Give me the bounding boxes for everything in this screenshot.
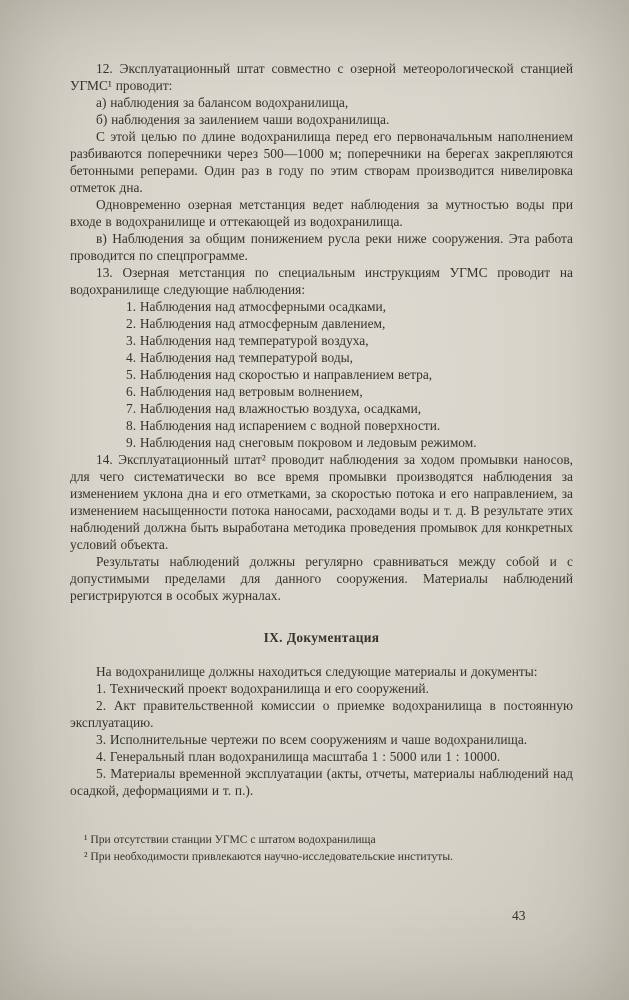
- paragraph: б) наблюдения за заилением чаши водохранилища.: [96, 112, 390, 127]
- paragraph: 1. Наблюдения над атмосферными осадками,: [126, 299, 387, 314]
- paragraph: 4. Генеральный план водохранилища масштаба 1 : 5000 или 1 : 10000.: [96, 749, 501, 764]
- paragraph: 3. Исполнительные чертежи по всем сооружениям и чаше водохранилища.: [96, 732, 528, 747]
- paragraph: 2. Акт правительственной комиссии о приемке водохранилища в постоянную эксплуатацию.: [70, 698, 573, 730]
- paragraph: а) наблюдения за балансом водохранилища,: [96, 95, 349, 110]
- footnote: ² При необходимости привлекаются научно-исследовательские институты.: [84, 850, 454, 863]
- paragraph: 13. Озерная метстанция по специальным инструкциям УГМС проводит на водохранилище следующие наблюдения:: [70, 265, 573, 297]
- paragraph: 2. Наблюдения над атмосферным давлением,: [126, 316, 386, 331]
- paragraph: 4. Наблюдения над температурой воды,: [126, 350, 353, 365]
- paragraph: Одновременно озерная метстанция ведет наблюдения за мутностью воды при входе в водохранилище и оттекающей из водохранилища.: [70, 197, 573, 229]
- paragraph: 1. Технический проект водохранилища и его сооружений.: [96, 681, 429, 696]
- document-body: [70, 60, 573, 799]
- paragraph: С этой целью по длине водохранилища перед его первоначальным наполнением разбиваются поперечники через 500—1000 м; поперечники на берегах закрепляются бетонными реперами. Один раз в году по этим створам производится нивелировка отметок дна.: [70, 129, 573, 195]
- paragraph: Результаты наблюдений должны регулярно сравниваться между собой и с допустимыми пределами для данного сооружения. Материалы наблюдений регистрируются в особых журналах.: [70, 554, 573, 603]
- paragraph: 5. Материалы временной эксплуатации (акты, отчеты, материалы наблюдений над осадкой, деформациями и т. п.).: [70, 766, 573, 798]
- paragraph: 12. Эксплуатационный штат совместно с озерной метеорологической станцией УГМС¹ проводит:: [70, 61, 573, 93]
- paragraph: 9. Наблюдения над снеговым покровом и ледовым режимом.: [126, 435, 477, 450]
- footnote: ¹ При отсутствии станции УГМС с штатом водохранилища: [84, 833, 376, 846]
- paragraph: На водохранилище должны находиться следующие материалы и документы:: [96, 664, 538, 679]
- paragraph: в) Наблюдения за общим понижением русла реки ниже сооружения. Эта работа проводится по спецпрограмме.: [70, 231, 573, 263]
- footnotes: [70, 831, 573, 865]
- section-heading: IX. Документация: [263, 630, 380, 645]
- paragraph: 8. Наблюдения над испарением с водной поверхности.: [126, 418, 441, 433]
- paragraph: 7. Наблюдения над влажностью воздуха, осадками,: [126, 401, 422, 416]
- paragraph: 5. Наблюдения над скоростью и направлением ветра,: [126, 367, 433, 382]
- paragraph: 3. Наблюдения над температурой воздуха,: [126, 333, 369, 348]
- paragraph: 14. Эксплуатационный штат² проводит наблюдения за ходом промывки наносов, для чего систематически во все время промывки производятся наблюдения за изменением уклона дна и его отметками, за скоростью потока и его направлением, за изменением насыщенности потока наносами, расходами воды и т. д. В результате этих наблюдений должна быть выработана методика проведения промывок для конкретных условий объекта.: [70, 452, 573, 552]
- paragraph: 6. Наблюдения над ветровым волнением,: [126, 384, 363, 399]
- page-number: 43: [512, 908, 526, 923]
